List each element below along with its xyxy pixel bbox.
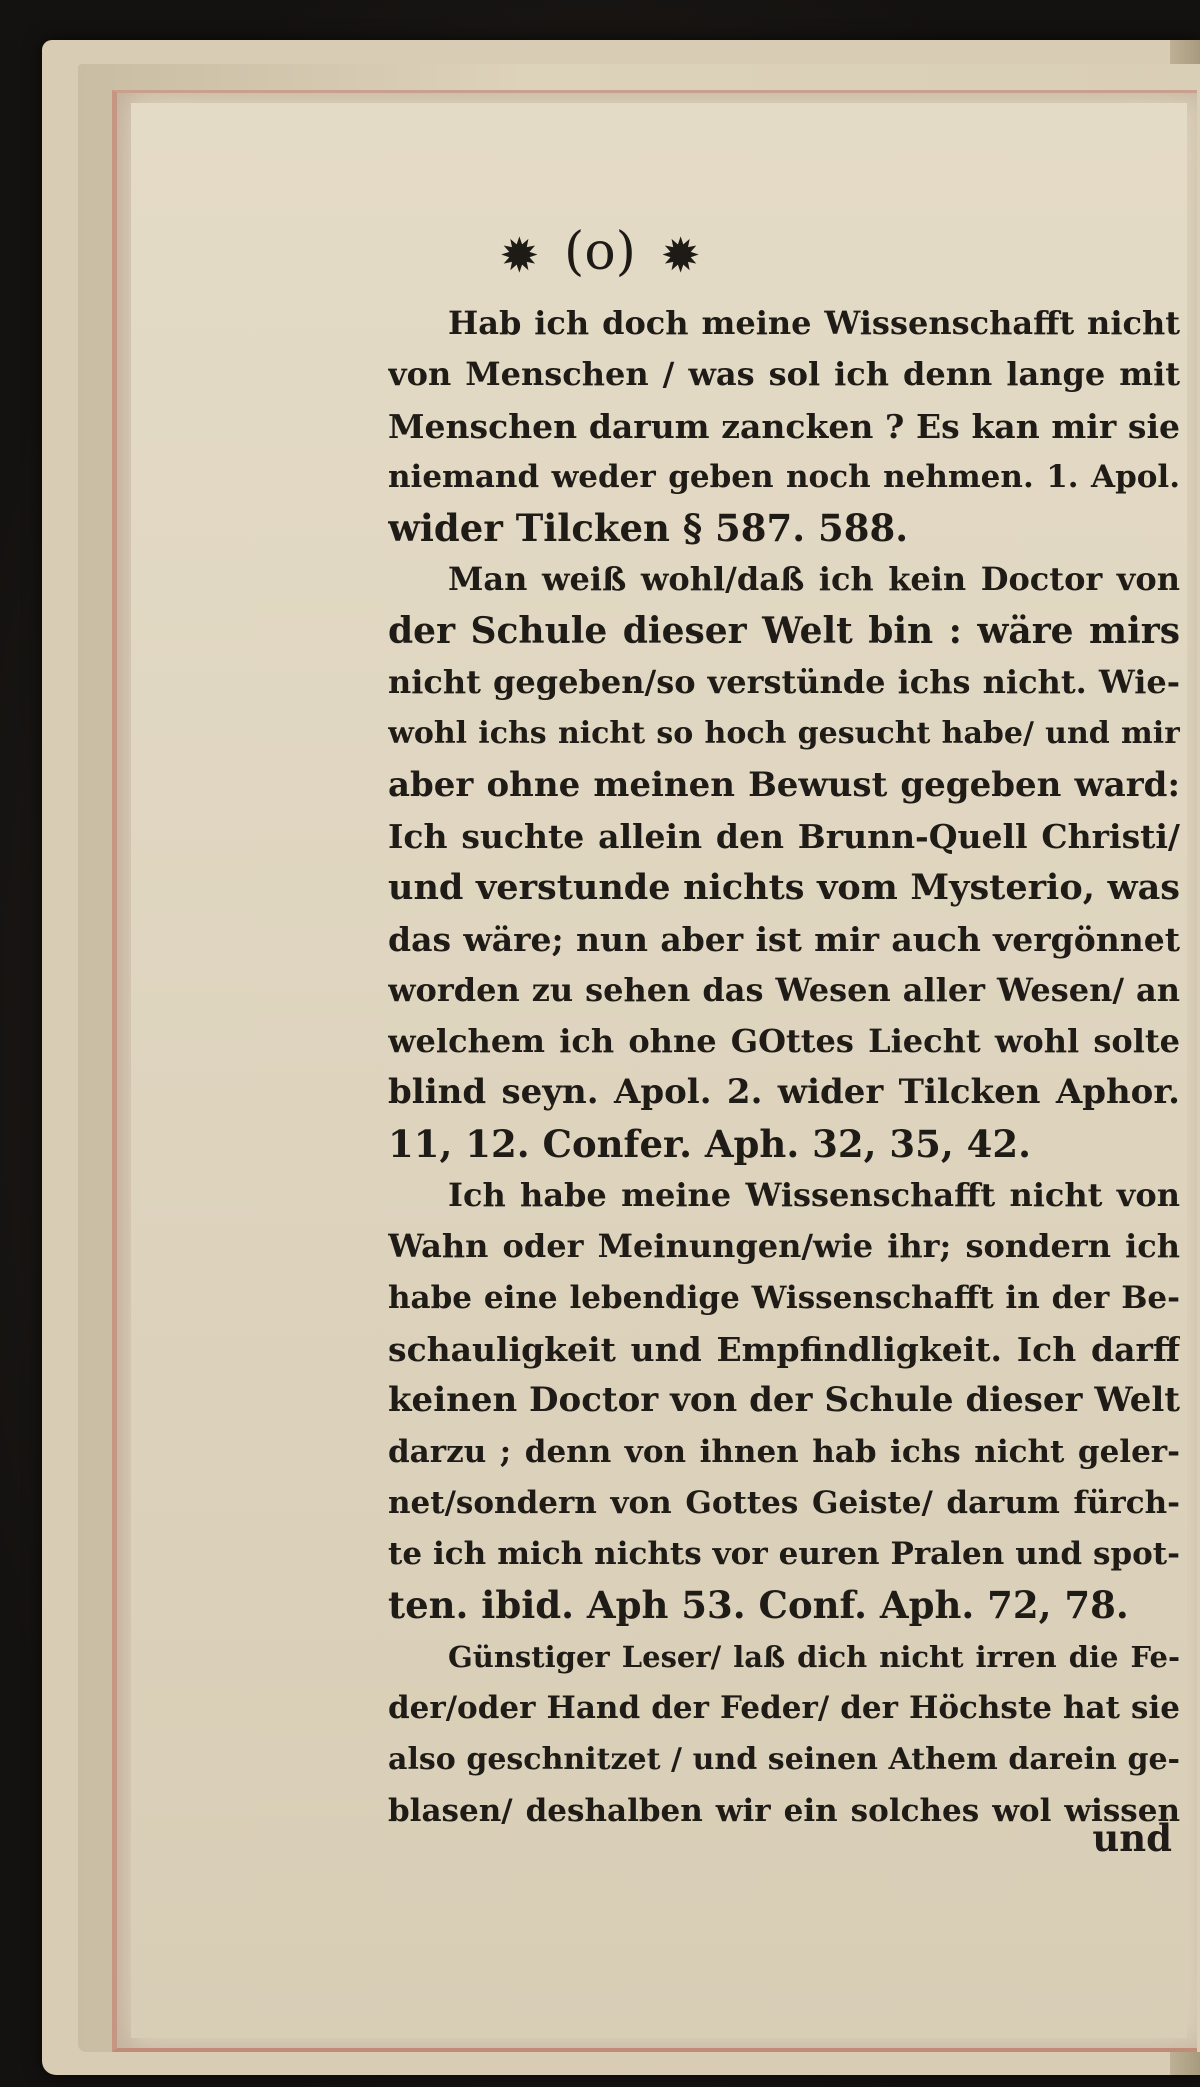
text-line: schauligkeit und Empfindligkeit. Ich darff <box>388 1329 1180 1369</box>
text-line: Man weiß wohl/daß ich kein Doctor von <box>448 560 1180 599</box>
text-line: Wahn oder Meinungen/wie ihr; sondern ich <box>388 1227 1180 1266</box>
text-line: der Schule dieser Welt bin : wäre mirs <box>388 609 1180 652</box>
text-line: blind seyn. Apol. 2. wider Tilcken Aphor. <box>388 1072 1180 1113</box>
text-line: te ich mich nichts vor euren Pralen und spot- <box>388 1536 1180 1573</box>
text-line: von Menschen / was sol ich denn lange mit <box>388 355 1180 394</box>
text-line: wider Tilcken § 587. 588. <box>388 506 909 551</box>
text-line: Ich suchte allein den Brunn-Quell Christi/ <box>388 816 1180 856</box>
text-line: blasen/ deshalben wir ein solches wol wissen <box>388 1792 1180 1829</box>
text-line: also geschnitzet / und seinen Athem darein ge- <box>388 1742 1180 1778</box>
text-line: das wäre; nun aber ist mir auch vergönnet <box>388 919 1180 959</box>
page-header <box>0 222 1200 284</box>
text-line: aber ohne meinen Bewust gegeben ward: <box>388 764 1180 805</box>
text-line: Menschen darum zancken ? Es kan mir sie <box>388 406 1180 446</box>
text-line: der/oder Hand der Feder/ der Höchste hat sie <box>388 1690 1180 1727</box>
text-line: Günstiger Leser/ laß dich nicht irren die Fe- <box>448 1639 1180 1674</box>
text-line: darzu ; denn von ihnen hab ichs nicht geler- <box>388 1433 1180 1470</box>
ornament-left-icon: ✹ <box>499 227 540 284</box>
catchword: und <box>1092 1816 1172 1860</box>
text-line: wohl ichs nicht so hoch gesucht habe/ und mir <box>388 716 1180 752</box>
text-line: keinen Doctor von der Schule dieser Welt <box>388 1380 1180 1421</box>
page-number: (o) <box>564 222 636 282</box>
text-line: niemand weder geben noch nehmen. 1. Apol. <box>388 458 1180 495</box>
text-line: worden zu sehen das Wesen aller Wesen/ an <box>388 970 1180 1009</box>
text-line: habe eine lebendige Wissenschafft in der Be- <box>388 1279 1180 1316</box>
text-line: Ich habe meine Wissenschafft nicht von <box>448 1176 1180 1215</box>
body-text <box>388 298 1180 1837</box>
text-line: und verstunde nichts vom Mysterio, was <box>388 867 1180 909</box>
text-line: 11, 12. Confer. Aph. 32, 35, 42. <box>388 1121 1031 1166</box>
text-line: Hab ich doch meine Wissenschafft nicht <box>448 304 1180 342</box>
text-line: welchem ich ohne GOttes Liecht wohl solte <box>388 1022 1180 1061</box>
ornament-right-icon: ✹ <box>660 227 701 284</box>
text-line: net/sondern von Gottes Geiste/ darum fürch- <box>388 1484 1180 1521</box>
text-line: ten. ibid. Aph 53. Conf. Aph. 72, 78. <box>388 1583 1129 1628</box>
text-line: nicht gegeben/so verstünde ichs nicht. Wie- <box>388 663 1180 702</box>
